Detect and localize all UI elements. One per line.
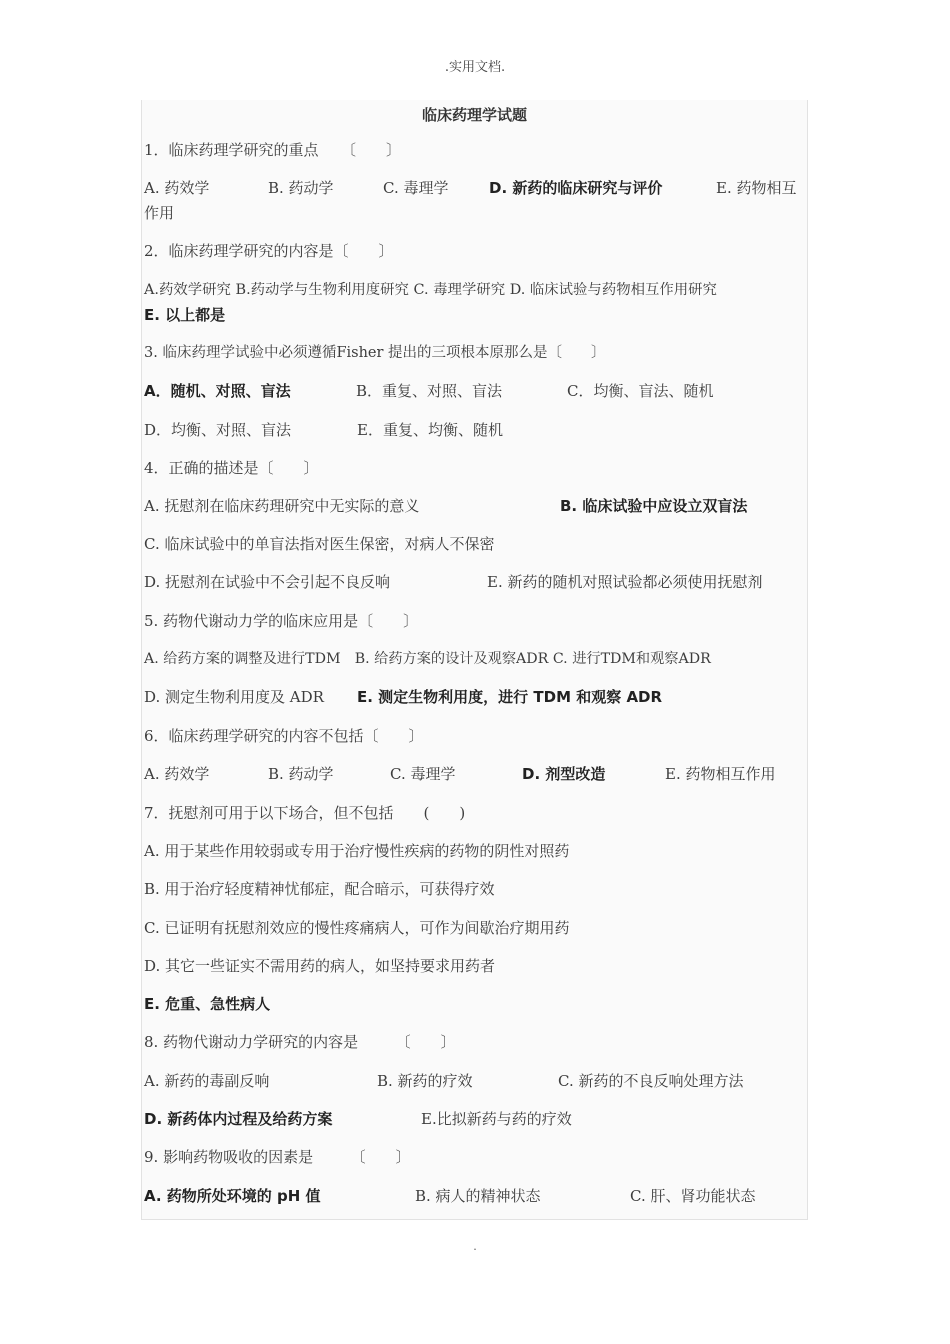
question-2-stem: 2．临床药理学研究的内容是〔 〕	[144, 242, 394, 260]
q3-option-b: B．重复、对照、盲法	[356, 382, 503, 400]
q4-option-b-answer: B. 临床试验中应设立双盲法	[560, 497, 748, 515]
q8-option-c: C. 新药的不良反响处理方法	[558, 1072, 744, 1090]
page-footer-note: .	[473, 1240, 477, 1253]
q8-option-d-answer: D. 新药体内过程及给药方案	[144, 1110, 333, 1128]
q1-option-b: B. 药动学	[268, 179, 334, 197]
q1-option-d-answer: D. 新药的临床研究与评价	[489, 179, 663, 197]
q4-option-d: D. 抚慰剂在试验中不会引起不良反响	[144, 573, 391, 591]
q3-option-e: E．重复、均衡、随机	[357, 421, 503, 439]
q8-option-b: B. 新药的疗效	[377, 1072, 473, 1090]
q4-option-c: C. 临床试验中的单盲法指对医生保密，对病人不保密	[144, 535, 495, 553]
q9-option-c: C. 肝、肾功能状态	[630, 1187, 756, 1205]
q3-option-d: D．均衡、对照、盲法	[144, 421, 292, 439]
question-3-stem: 3. 临床药理学试验中必须遵循Fisher 提出的三项根本原那么是〔 〕	[144, 345, 606, 361]
q3-option-c: C．均衡、盲法、随机	[567, 382, 714, 400]
q6-option-d-answer: D. 剂型改造	[522, 765, 606, 783]
question-4-stem: 4．正确的描述是〔 〕	[144, 459, 319, 477]
q2-options-a-to-d: A.药效学研究 B.药动学与生物利用度研究 C. 毒理学研究 D. 临床试验与药物相互作用研究	[144, 282, 717, 298]
q9-option-a-answer: A. 药物所处环境的 pH 值	[144, 1187, 321, 1205]
q4-option-e: E. 新药的随机对照试验都必须使用抚慰剂	[487, 573, 763, 591]
question-5-stem: 5. 药物代谢动力学的临床应用是〔 〕	[144, 612, 419, 630]
q1-option-e: E. 药物相互	[716, 179, 797, 197]
q3-option-a-answer: A．随机、对照、盲法	[144, 382, 291, 400]
question-7-stem: 7．抚慰剂可用于以下场合，但不包括 ( )	[144, 804, 466, 822]
page-header-note: .实用文档.	[444, 60, 506, 75]
q1-option-e-continued: 作用	[144, 204, 175, 222]
q7-option-c: C. 已证明有抚慰剂效应的慢性疼痛病人，可作为间歇治疗期用药	[144, 919, 570, 937]
q8-option-a: A. 新药的毒副反响	[144, 1072, 270, 1090]
q6-option-b: B. 药动学	[268, 765, 334, 783]
q1-option-c: C. 毒理学	[383, 179, 449, 197]
q6-option-e: E. 药物相互作用	[665, 765, 776, 783]
q6-option-a: A. 药效学	[144, 765, 210, 783]
question-1-stem: 1．临床药理学研究的重点 〔 〕	[144, 141, 402, 159]
q7-option-b: B. 用于治疗轻度精神忧郁症，配合暗示，可获得疗效	[144, 880, 495, 898]
q7-option-e-answer: E. 危重、急性病人	[144, 995, 271, 1013]
q2-option-e-answer: E. 以上都是	[144, 306, 226, 324]
question-9-stem: 9. 影响药物吸收的因素是 〔 〕	[144, 1148, 411, 1166]
q4-option-a: A. 抚慰剂在临床药理研究中无实际的意义	[144, 497, 420, 515]
question-8-stem: 8. 药物代谢动力学研究的内容是 〔 〕	[144, 1033, 456, 1051]
document-title: 临床药理学试题	[421, 106, 527, 124]
q5-option-e-answer: E. 测定生物利用度，进行 TDM 和观察 ADR	[357, 688, 663, 706]
q1-option-a: A. 药效学	[144, 179, 210, 197]
q5-option-d: D. 测定生物利用度及 ADR	[144, 688, 324, 706]
q6-option-c: C. 毒理学	[390, 765, 456, 783]
q9-option-b: B. 病人的精神状态	[415, 1187, 541, 1205]
q5-options-a-to-c: A. 给药方案的调整及进行TDM B. 给药方案的设计及观察ADR C. 进行TDM和观察ADR	[144, 651, 711, 667]
q8-option-e: E.比拟新药与药的疗效	[421, 1110, 572, 1128]
q7-option-a: A. 用于某些作用较弱或专用于治疗慢性疾病的药物的阴性对照药	[144, 842, 570, 860]
q7-option-d: D. 其它一些证实不需用药的病人，如坚持要求用药者	[144, 957, 496, 975]
question-6-stem: 6．临床药理学研究的内容不包括〔 〕	[144, 727, 424, 745]
